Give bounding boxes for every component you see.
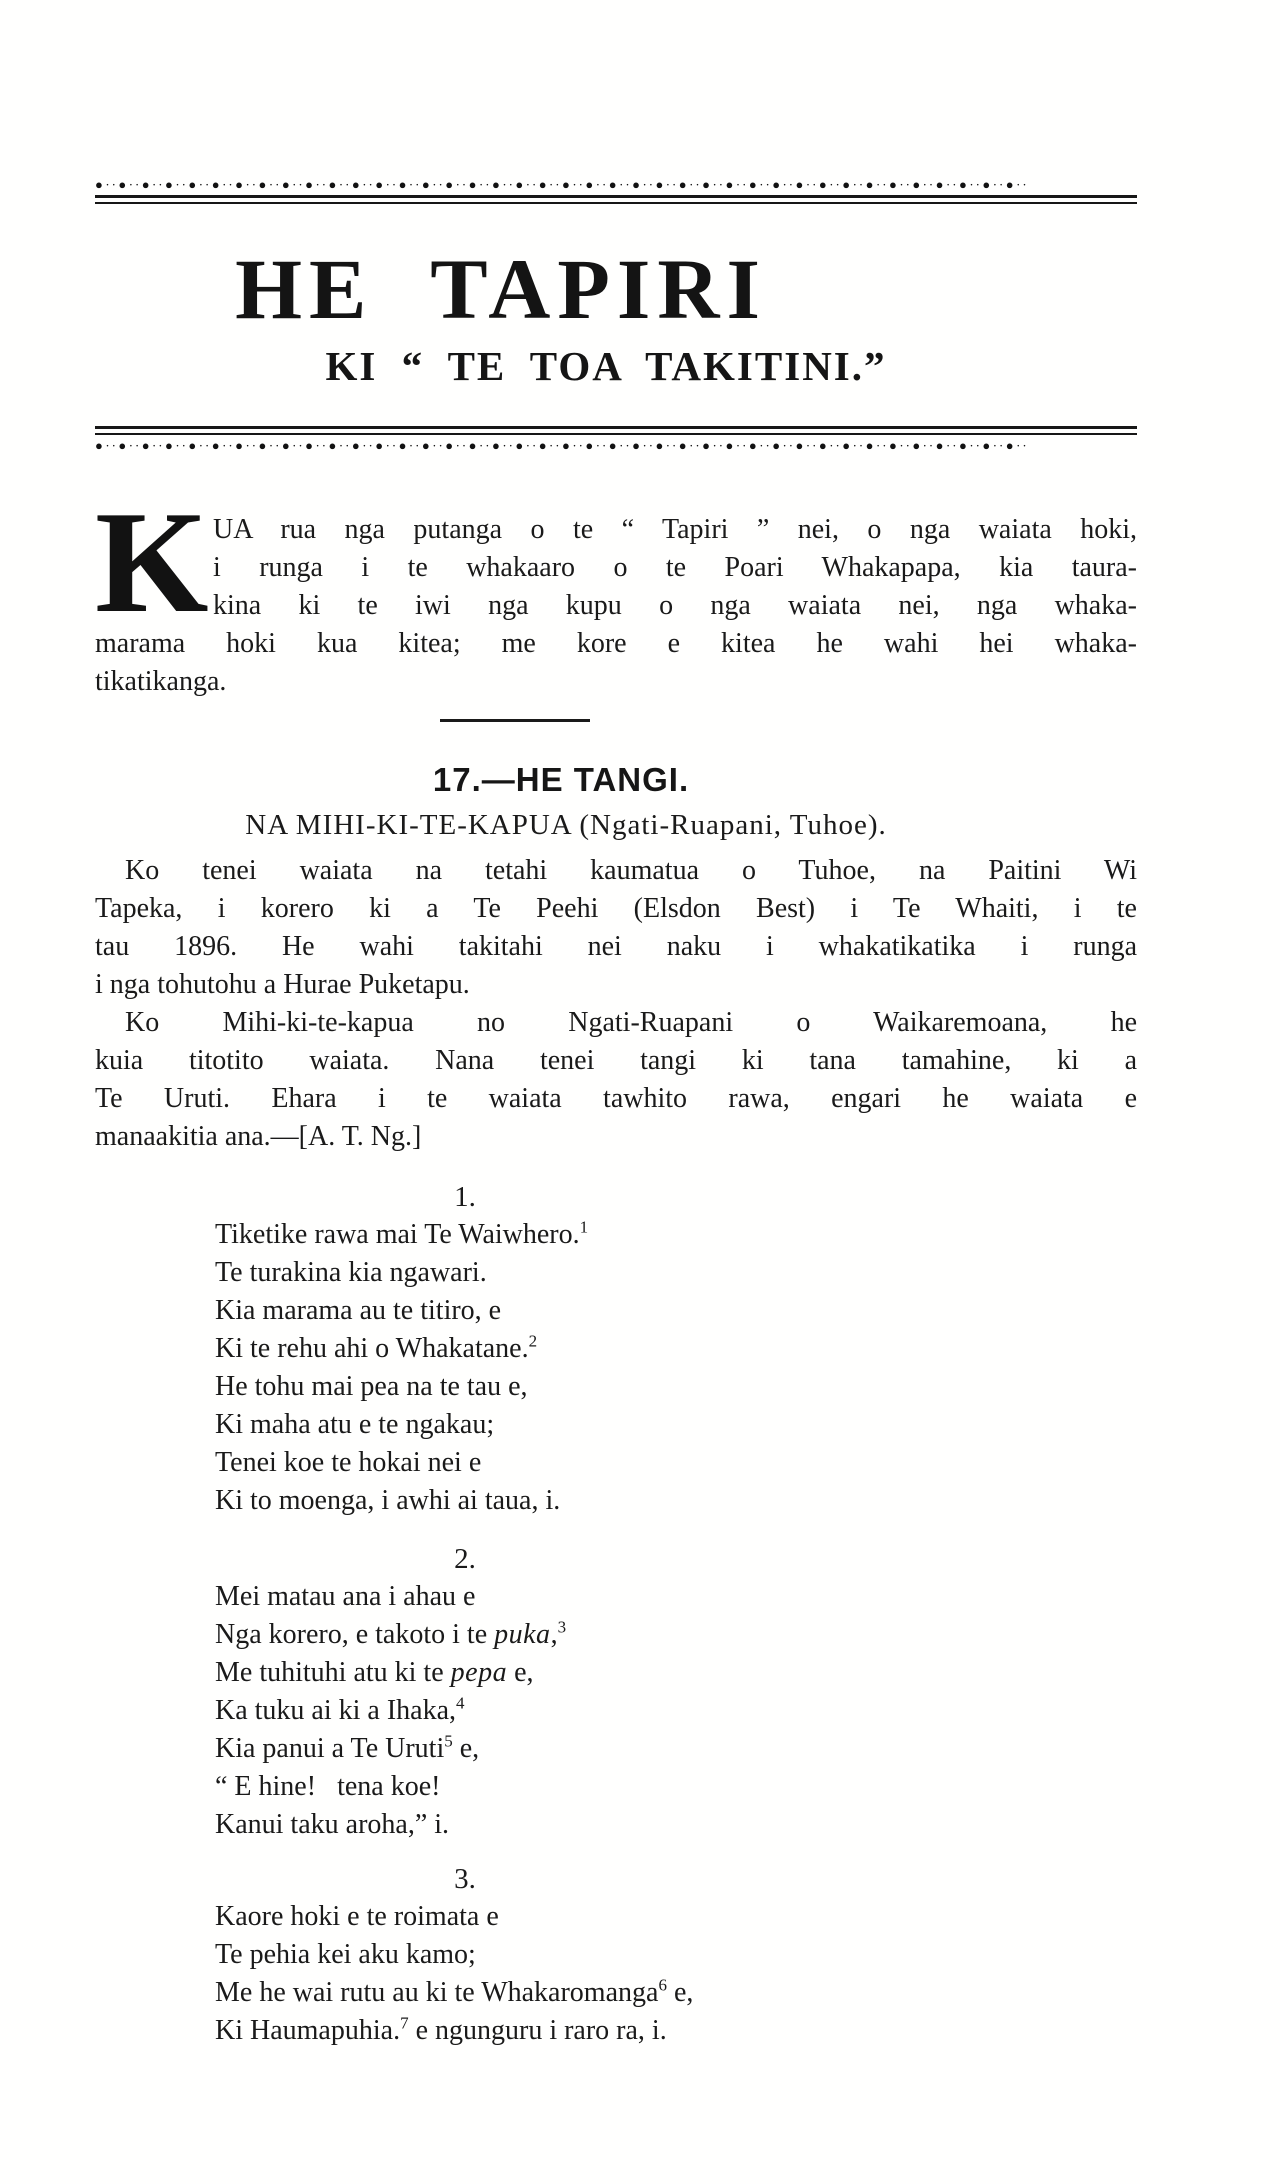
bead-rule-icon: ●∙∙●∙∙●∙∙●∙∙●∙∙●∙∙●∙∙●∙∙●∙∙●∙∙●∙∙●∙∙●∙∙●∙∙●∙∙●∙∙●∙∙●∙∙●∙∙●∙∙●∙∙●∙∙●∙∙●∙∙●∙∙●∙∙●∙∙●∙∙●∙∙●∙∙●∙∙●∙∙●∙∙●∙∙●∙∙●∙∙●∙∙●∙∙●∙∙●∙∙ bbox=[95, 439, 1030, 453]
text-line: Te Uruti. Ehara i te waiata tawhito rawa, engari he waiata e bbox=[95, 1083, 1137, 1114]
verse-line: Tiketike rawa mai Te Waiwhero.$^1$ bbox=[215, 1217, 589, 1250]
text-line: tau 1896. He wahi takitahi nei naku i whakatikatika i runga bbox=[95, 931, 1137, 962]
verse-number: 2. bbox=[454, 1543, 476, 1575]
verse-line: Me tuhituhi atu ki te pepa e, bbox=[215, 1657, 534, 1688]
verse-line: Me he wai rutu au ki te Whakaromanga$^6$ e, bbox=[215, 1975, 694, 2008]
ornament-rule-top bbox=[95, 178, 1137, 204]
verse-line: Ki Haumapuhia.$^7$ e ngunguru i raro ra, i. bbox=[215, 2013, 667, 2046]
text-line: Tapeka, i korero ki a Te Peehi (Elsdon Best) i Te Whaiti, i te bbox=[95, 893, 1137, 924]
section-byline: NA MIHI-KI-TE-KAPUA (Ngati-Ruapani, Tuhoe). bbox=[245, 809, 887, 841]
verse-line: Ka tuku ai ki a Ihaka,$^4$ bbox=[215, 1693, 465, 1726]
verse-line: Kia marama au te titiro, e bbox=[215, 1295, 502, 1326]
text-line: manaakitia ana.—[A. T. Ng.] bbox=[95, 1121, 422, 1152]
double-rule-thick bbox=[95, 195, 1137, 198]
bead-rule-icon: ●∙∙●∙∙●∙∙●∙∙●∙∙●∙∙●∙∙●∙∙●∙∙●∙∙●∙∙●∙∙●∙∙●∙∙●∙∙●∙∙●∙∙●∙∙●∙∙●∙∙●∙∙●∙∙●∙∙●∙∙●∙∙●∙∙●∙∙●∙∙●∙∙●∙∙●∙∙●∙∙●∙∙●∙∙●∙∙●∙∙●∙∙●∙∙●∙∙●∙∙ bbox=[95, 178, 1030, 192]
text-line: UA rua nga putanga o te “ Tapiri ” nei, o nga waiata hoki, bbox=[213, 514, 1137, 545]
verse-line: Te pehia kei aku kamo; bbox=[215, 1939, 476, 1970]
verse-line: Ki te rehu ahi o Whakatane.$^2$ bbox=[215, 1331, 538, 1364]
verse-line: Tenei koe te hokai nei e bbox=[215, 1447, 482, 1478]
paragraph bbox=[95, 852, 1137, 1004]
text-line: i nga tohutohu a Hurae Puketapu. bbox=[95, 969, 470, 1000]
verse-line: Kia panui a Te Uruti$^5$ e, bbox=[215, 1731, 480, 1764]
drop-cap: K bbox=[95, 481, 209, 643]
verse-line: Kaore hoki e te roimata e bbox=[215, 1901, 499, 1932]
text-line: kuia titotito waiata. Nana tenei tangi ki tana tamahine, ki a bbox=[95, 1045, 1137, 1076]
double-rule-thick bbox=[95, 426, 1137, 429]
section-heading: 17.—HE TANGI. bbox=[432, 761, 690, 798]
text-line: kina ki te iwi nga kupu o nga waiata nei, nga whaka- bbox=[213, 590, 1137, 621]
verse-line: He tohu mai pea na te tau e, bbox=[215, 1371, 528, 1402]
verse-1 bbox=[215, 1178, 1137, 1520]
verse-line: Ki to moenga, i awhi ai taua, i. bbox=[215, 1485, 561, 1516]
verse-number: 1. bbox=[454, 1181, 476, 1213]
page-subtitle: KI “ TE TOA TAKITINI.” bbox=[325, 343, 887, 389]
verse-line: Kanui taku aroha,” i. bbox=[215, 1809, 450, 1840]
section-divider bbox=[440, 719, 590, 722]
verse-number: 3. bbox=[454, 1863, 476, 1895]
text-line: Ko tenei waiata na tetahi kaumatua o Tuhoe, na Paitini Wi bbox=[125, 855, 1137, 886]
double-rule-thin bbox=[95, 433, 1137, 435]
text-line: tikatikanga. bbox=[95, 666, 227, 697]
paragraph bbox=[95, 1004, 1137, 1156]
verse-line: “ E hine! tena koe! bbox=[215, 1771, 441, 1802]
text-column bbox=[95, 178, 1137, 2050]
double-rule-thin bbox=[95, 202, 1137, 204]
verse-3 bbox=[215, 1860, 1137, 2050]
page-title: HE TAPIRI bbox=[235, 241, 767, 337]
verse-line: Te turakina kia ngawari. bbox=[215, 1257, 487, 1288]
verse-2 bbox=[215, 1540, 1137, 1844]
intro-paragraph bbox=[95, 481, 1137, 701]
text-line: Ko Mihi-ki-te-kapua no Ngati-Ruapani o Waikaremoana, he bbox=[125, 1007, 1137, 1038]
ornament-rule-bottom bbox=[95, 426, 1137, 454]
text-line: marama hoki kua kitea; me kore e kitea he wahi hei whaka- bbox=[95, 628, 1137, 659]
verse-line: Mei matau ana i ahau e bbox=[215, 1581, 476, 1612]
verse-line: Ki maha atu e te ngakau; bbox=[215, 1409, 495, 1440]
text-line: i runga i te whakaaro o te Poari Whakapapa, kia taura- bbox=[213, 552, 1137, 583]
verse-line: Nga korero, e takoto i te puka,$^3$ bbox=[215, 1617, 567, 1650]
